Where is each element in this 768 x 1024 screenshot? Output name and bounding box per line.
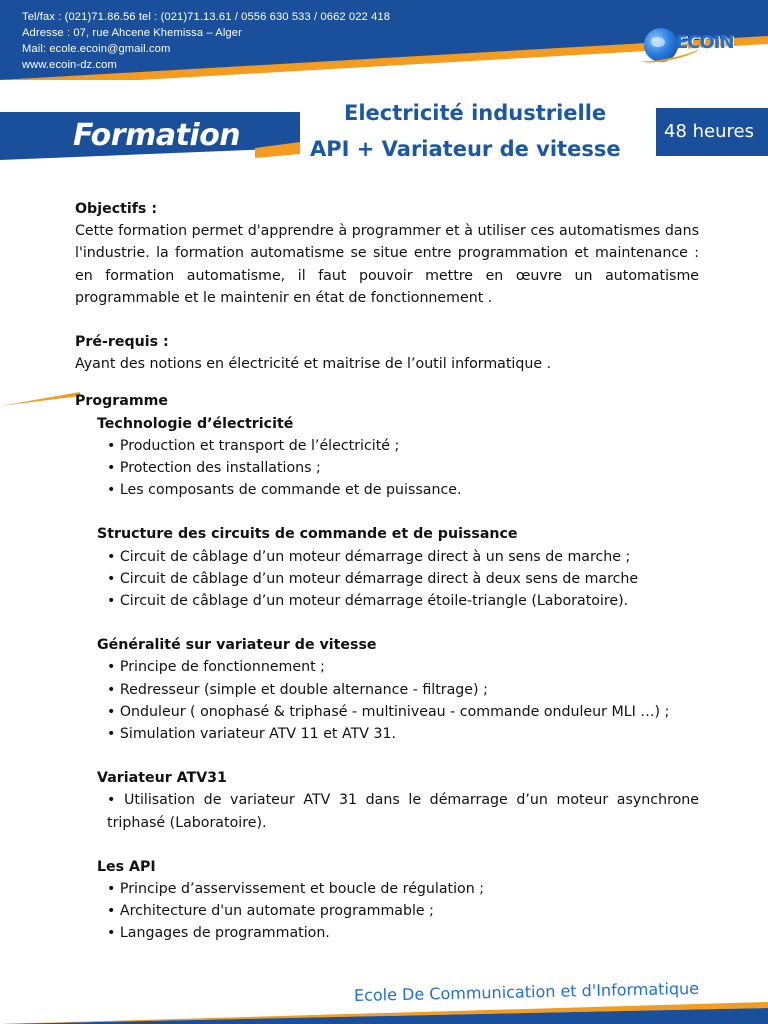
contact-email[interactable]: Mail: ecole.ecoin@gmail.com bbox=[22, 43, 171, 55]
programme-swoosh bbox=[0, 392, 80, 406]
section-title: Les API bbox=[97, 858, 156, 875]
course-title-line-1: Electricité industrielle bbox=[344, 101, 607, 125]
programme-heading: Programme bbox=[75, 393, 169, 410]
course-title-line-2: API + Variateur de vitesse bbox=[310, 137, 621, 161]
logo-text: ECOIN bbox=[676, 32, 734, 53]
duration-badge: 48 heures bbox=[656, 108, 768, 156]
contact-website[interactable]: www.ecoin-dz.com bbox=[22, 59, 117, 71]
section-list bbox=[97, 546, 699, 613]
list-item: • Les composants de commande et de puissance. bbox=[107, 479, 699, 501]
formation-label: Formation bbox=[73, 118, 241, 153]
list-item: • Circuit de câblage d’un moteur démarrage étoile-triangle (Laboratoire). bbox=[107, 590, 699, 612]
ecoin-logo bbox=[640, 26, 752, 66]
contact-address: Adresse : 07, rue Ahcene Khemissa – Alger bbox=[22, 27, 242, 39]
list-item: • Architecture d'un automate programmable ; bbox=[107, 900, 699, 922]
section-list bbox=[97, 789, 699, 833]
section-title: Technologie d’électricité bbox=[97, 415, 294, 432]
prerequis-text: Ayant des notions en électricité et maitrise de l’outil informatique . bbox=[75, 356, 552, 373]
list-item: • Onduleur ( onophasé & triphasé - multiniveau - commande onduleur MLI …) ; bbox=[107, 701, 699, 723]
section-title: Structure des circuits de commande et de puissance bbox=[97, 526, 518, 543]
section-list bbox=[97, 656, 699, 745]
section-title: Variateur ATV31 bbox=[97, 770, 227, 787]
school-name: Ecole De Communication et d'Informatique bbox=[353, 978, 700, 1005]
list-item: • Langages de programmation. bbox=[107, 922, 699, 944]
list-item: • Production et transport de l’électricité ; bbox=[107, 435, 699, 457]
section-title: Généralité sur variateur de vitesse bbox=[97, 637, 377, 654]
section-list bbox=[97, 878, 699, 945]
list-item: • Redresseur (simple et double alternance - filtrage) ; bbox=[107, 679, 699, 701]
list-item: • Circuit de câblage d’un moteur démarrage direct à deux sens de marche bbox=[107, 568, 699, 590]
list-item: • Protection des installations ; bbox=[107, 457, 699, 479]
programme-section bbox=[75, 413, 699, 945]
list-item: • Utilisation de variateur ATV 31 dans le démarrage d’un moteur asynchrone triphasé (Laboratoire). bbox=[107, 789, 699, 833]
contact-phone: Tel/fax : (021)71.86.56 tel : (021)71.13.61 / 0556 630 533 / 0662 022 418 bbox=[22, 11, 391, 23]
list-item: • Circuit de câblage d’un moteur démarrage direct à un sens de marche ; bbox=[107, 546, 699, 568]
contact-info bbox=[22, 9, 390, 73]
list-item: • Principe de fonctionnement ; bbox=[107, 656, 699, 678]
list-item: • Principe d’asservissement et boucle de régulation ; bbox=[107, 878, 699, 900]
list-item: • Simulation variateur ATV 11 et ATV 31. bbox=[107, 723, 699, 745]
prerequis-heading: Pré-requis : bbox=[75, 334, 169, 351]
section-list bbox=[97, 435, 699, 502]
objectifs-heading: Objectifs : bbox=[75, 201, 157, 217]
objectifs-text: Cette formation permet d'apprendre à programmer et à utiliser ces automatismes dans l'industrie. la formation automatisme se situe entre programmation et maintenance : en formation automatisme, il faut pouvoir mettre en œuvre un automatisme programmable et le maintenir en état de fonctionnement . bbox=[75, 223, 699, 306]
course-content bbox=[75, 198, 699, 945]
